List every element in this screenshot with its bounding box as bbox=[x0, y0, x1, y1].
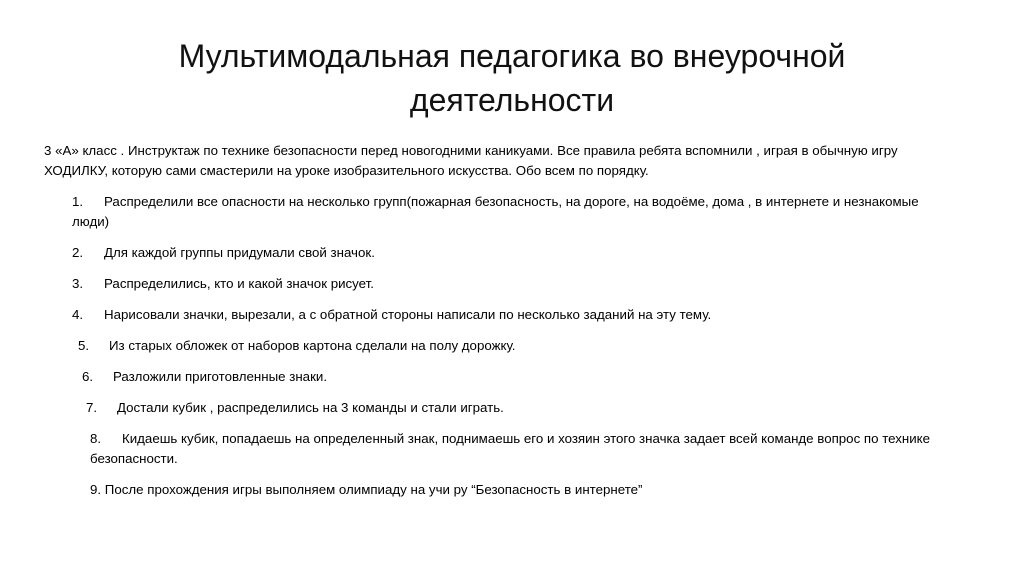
list-item-text: Достали кубик , распределились на 3 команды и стали играть. bbox=[117, 400, 504, 415]
title-line-1: Мультимодальная педагогика во внеурочной bbox=[178, 38, 846, 74]
list-item-text: Для каждой группы придумали свой значок. bbox=[104, 245, 375, 260]
list-item-number: 1. bbox=[72, 194, 84, 209]
intro-paragraph: 3 «А» класс . Инструктаж по технике безопасности перед новогодними каникуами. Все правила ребята вспомнили , играя в обычную игру ХОДИЛКУ, которую сами смастерили на уроке изобразительного искусства. Обо всем по порядку. bbox=[44, 143, 898, 178]
list-item bbox=[38, 367, 958, 387]
list-item-number: 5. bbox=[78, 338, 90, 353]
list-item-text: Распределились, кто и какой значок рисует. bbox=[104, 276, 374, 291]
list-item bbox=[38, 429, 958, 469]
list-item-number: 3. bbox=[72, 276, 84, 291]
list-item-number: 8. bbox=[90, 431, 102, 446]
list-item-text: Кидаешь кубик, попадаешь на определенный знак, поднимаешь его и хозяин этого значка задает всей команде вопрос по технике безопасности. bbox=[90, 431, 931, 466]
list-item-number: 2. bbox=[72, 245, 84, 260]
list-item bbox=[38, 305, 958, 325]
list-item-number: 9. bbox=[90, 482, 102, 497]
list-item-number: 7. bbox=[86, 400, 98, 415]
list-item bbox=[38, 192, 958, 232]
list-item bbox=[38, 243, 958, 263]
list-item-text: Распределили все опасности на несколько групп(пожарная безопасность, на дороге, на водоёме, дома , в интернете и незнакомые люди) bbox=[72, 194, 919, 229]
list-item-text: Из старых обложек от наборов картона сделали на полу дорожку. bbox=[109, 338, 516, 353]
slide-body bbox=[38, 141, 958, 500]
title-line-2: деятельности bbox=[409, 82, 615, 118]
list-item-text: После прохождения игры выполняем олимпиаду на учи ру “Безопасность в интернете” bbox=[104, 482, 643, 497]
list-item-text: Разложили приготовленные знаки. bbox=[113, 369, 328, 384]
list-item bbox=[38, 274, 958, 294]
list-item-text: Нарисовали значки, вырезали, а с обратной стороны написали по несколько заданий на эту тему. bbox=[104, 307, 712, 322]
list-item-number: 6. bbox=[82, 369, 94, 384]
slide-title bbox=[60, 34, 964, 122]
list-item bbox=[38, 398, 958, 418]
list-item bbox=[38, 336, 958, 356]
list-item bbox=[38, 480, 958, 500]
list-item-number: 4. bbox=[72, 307, 84, 322]
